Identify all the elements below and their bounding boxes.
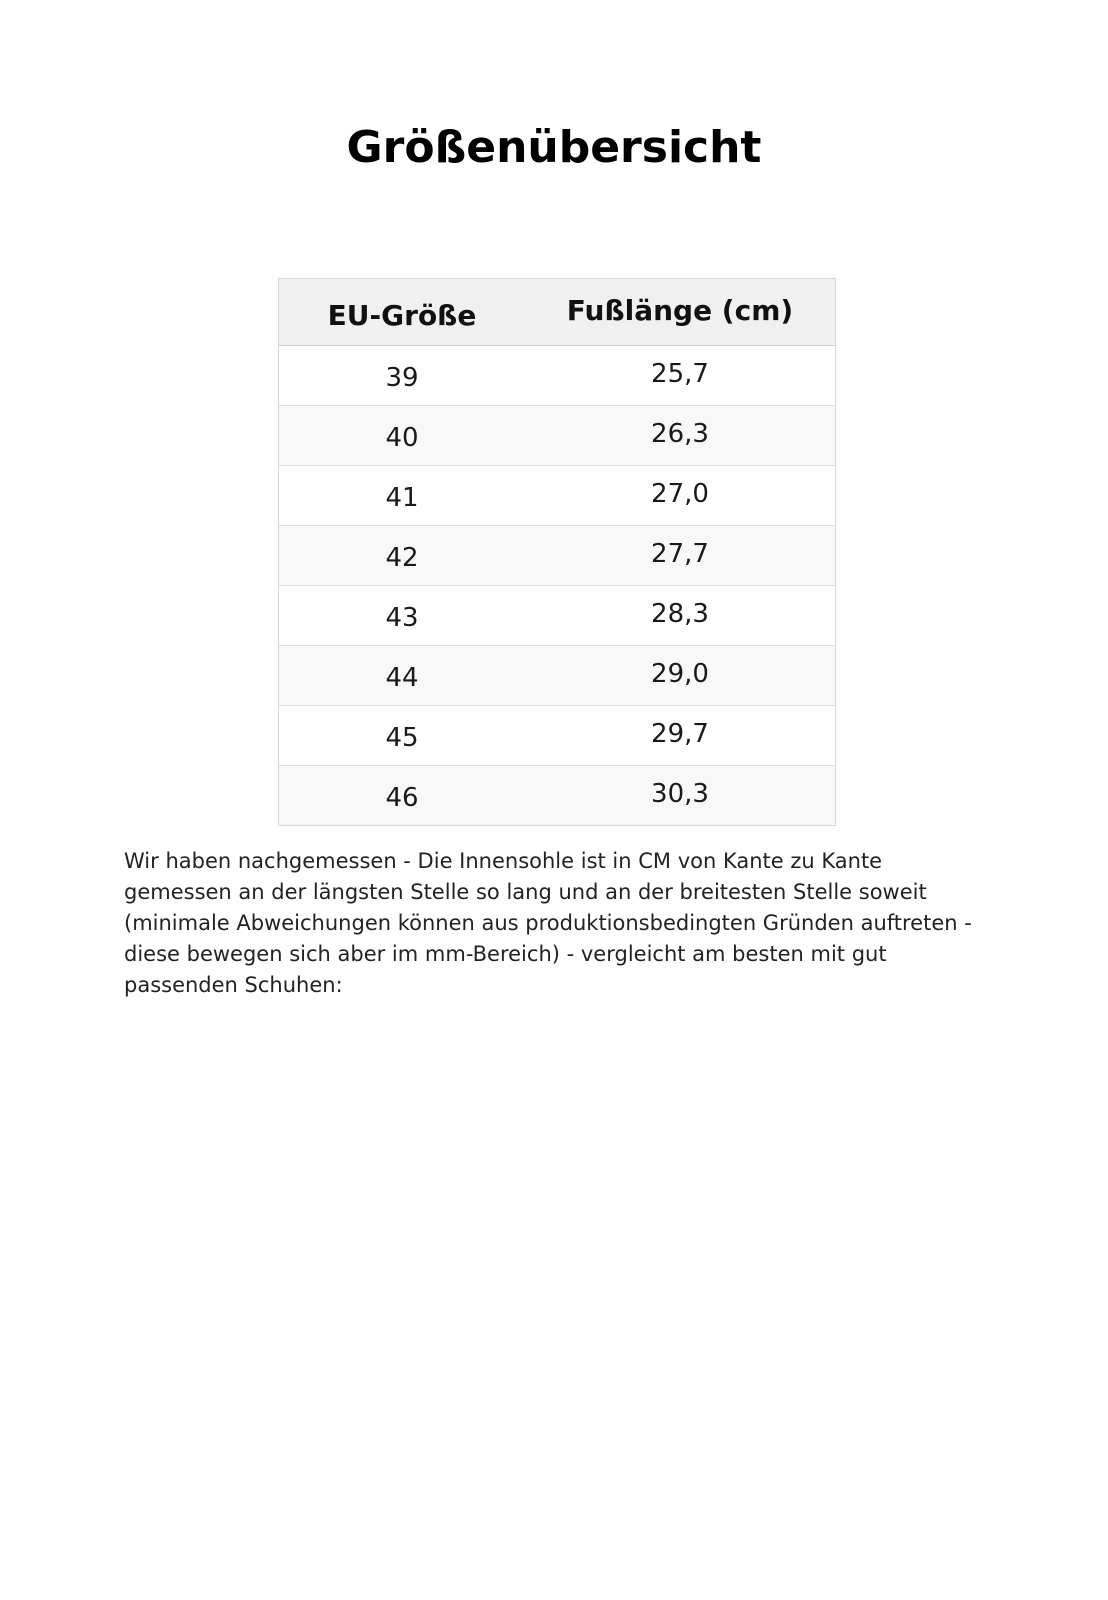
size-table xyxy=(278,278,836,826)
table-row xyxy=(279,406,836,466)
table-row xyxy=(279,526,836,586)
table-row xyxy=(279,646,836,706)
eu-size-cell: 40 xyxy=(279,406,526,466)
page-title: Größenübersicht xyxy=(346,122,762,173)
table-row xyxy=(279,346,836,406)
measurement-note: Wir haben nachgemessen - Die Innensohle ist in CM von Kante zu Kante gemessen an der längsten Stelle so lang und an der breitesten Stelle soweit (minimale Abweichungen können aus produktionsbedingten Gründen auftreten - diese bewegen sich aber im mm-Bereich) - vergleicht am besten mit gut passenden Schuhen: xyxy=(124,849,972,997)
foot-length-cell: 27,7 xyxy=(525,526,836,586)
table-row xyxy=(279,466,836,526)
eu-size-cell: 41 xyxy=(279,466,526,526)
table-row xyxy=(279,706,836,766)
foot-length-cell: 29,0 xyxy=(525,646,836,706)
table-row xyxy=(279,586,836,646)
foot-length-cell: 29,7 xyxy=(525,706,836,766)
header-foot-length: Fußlänge (cm) xyxy=(525,279,836,346)
foot-length-cell: 30,3 xyxy=(525,766,836,826)
header-eu-size: EU-Größe xyxy=(279,279,526,346)
table-header-row xyxy=(279,279,836,346)
eu-size-cell: 45 xyxy=(279,706,526,766)
foot-length-cell: 26,3 xyxy=(525,406,836,466)
foot-length-cell: 27,0 xyxy=(525,466,836,526)
table-row xyxy=(279,766,836,826)
foot-length-cell: 25,7 xyxy=(525,346,836,406)
eu-size-cell: 42 xyxy=(279,526,526,586)
eu-size-cell: 46 xyxy=(279,766,526,826)
eu-size-cell: 44 xyxy=(279,646,526,706)
foot-length-cell: 28,3 xyxy=(525,586,836,646)
eu-size-cell: 39 xyxy=(279,346,526,406)
eu-size-cell: 43 xyxy=(279,586,526,646)
